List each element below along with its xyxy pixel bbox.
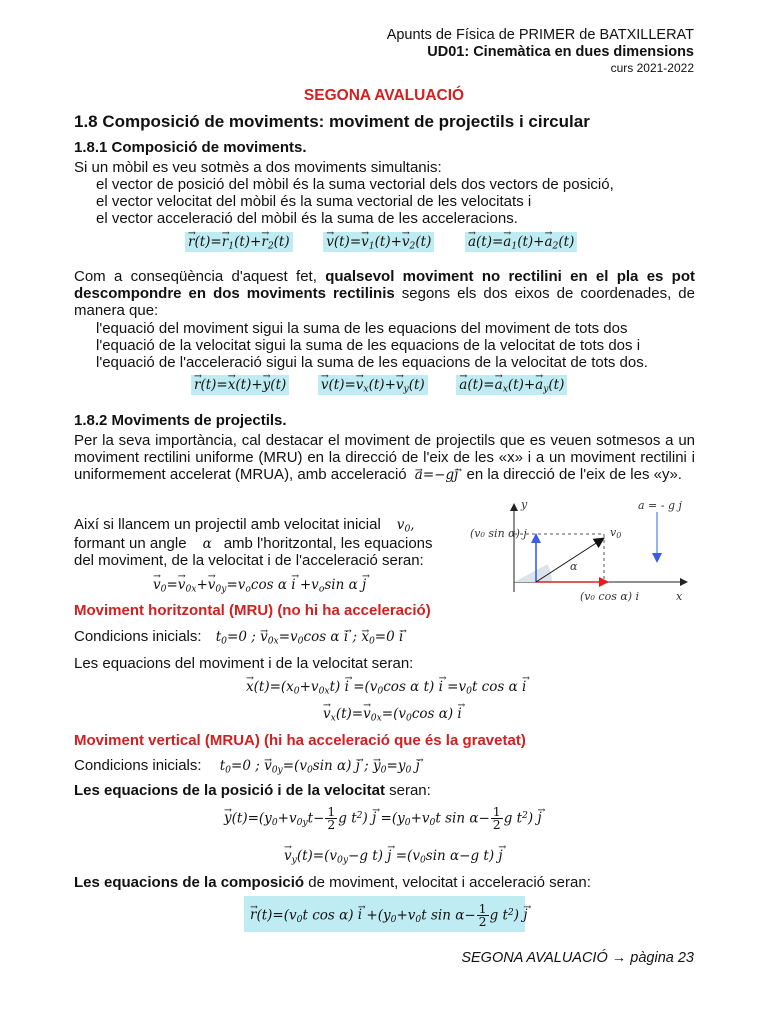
projectiles-paragraph: Per la seva importància, cal destacar el moviment de projectils que es veuen sotmesos a un moviment rectilini uniforme (MRU) en la direcció de l'eix de les «x» i a un moviment rectilini i uniformement accelerat (MRUA), amb acceleració → a=−g→ j en la direcció de l'eix de les «y». (74, 432, 695, 485)
equation-row-sum: → $r(t)=\to r_1(t)+\to r_2(t) \to v(t)=\to v_1(t)+\to v_2(t) \to a(t)=\to a_1(t)+\to a_2(t)$ (185, 234, 577, 250)
diagram-label-v0: v0 (610, 526, 622, 540)
intro-text: Si un mòbil es veu sotmès a dos moviments simultanis: (74, 159, 442, 176)
page-footer: SEGONA AVALUACIÓ → pàgina 23 (461, 950, 694, 966)
equation-y-velocity: → $v_y(t)=(v_{0y}-g$ $t) \to j =(v_0\sin$ α−g t) → j (284, 848, 503, 864)
bullet-position: el vector de posició del mòbil és la suma vectorial dels dos vectors de posició, (96, 176, 614, 193)
header-unit: UD01: Cinemàtica en dues dimensions (427, 44, 694, 60)
diagram-angle-sector (514, 564, 552, 582)
horizontal-equations-intro: Les equacions del moviment i de la velocitat seran: (74, 655, 414, 672)
equation-x-position: → $x(t)=(x_0+v_{0x}t) \to i =(v_0\cos$ α $t) \to i =v_0t$ cos α → i (246, 679, 526, 695)
projectile-diagram (462, 492, 702, 610)
diagram-label-x: x (676, 590, 683, 603)
bullet-eq-acceleration: l'equació de l'acceleració sigui la suma de les equacions de la velocitat de tots dos. (96, 354, 648, 371)
subsection-heading-projectiles: 1.8.2 Moviments de projectils. (74, 412, 287, 429)
diagram-label-vy: (v₀ sin α) j (470, 527, 527, 540)
section-title: SEGONA AVALUACIÓ (303, 87, 465, 104)
header-course: Apunts de Física de PRIMER de BATXILLERAT (386, 27, 694, 43)
bullet-acceleration: el vector acceleració del mòbil és la suma de les acceleracions. (96, 210, 518, 227)
equation-row-components: → $r(t)=\to x(t)+\to y(t) \to v(t)=\to v_x(t)+\to v_y(t) \to a(t)=\to a_x(t)+\to a_y(t)$ (191, 377, 567, 393)
vertical-motion-heading: Moviment vertical (MRUA) (hi ha acceleració que és la gravetat) (74, 732, 526, 749)
bullet-eq-velocity: l'equació de la velocitat sigui la suma de les equacions de la velocitat de tots dos i (96, 337, 641, 354)
launch-line-2: formant un angle α amb l'horitzontal, les equacions (74, 535, 433, 552)
bullet-velocity: el vector velocitat del mòbil és la suma vectorial de les velocitats i (96, 193, 532, 210)
equation-composition: → $r(t)=(v_0t$ $\cos \alpha) \to i +(y_0+v_0t$ sin α− $\frac{1}{2}$ g $t^2) \to j$ (250, 903, 528, 929)
vertical-initial-conditions: Condicions inicials: $t_0=0$ ; → $v_{0y}=(v_0\sin$ α) → j ; → $y_0=y_0 \to j$ (74, 757, 420, 775)
bullet-eq-motion: l'equació del moviment sigui la suma de les equacions del moviment de tots dos (96, 320, 628, 337)
header-year: curs 2021-2022 (610, 61, 694, 75)
horizontal-motion-heading: Moviment horitzontal (MRU) (no hi ha acceleració) (74, 602, 431, 619)
equation-v0-decomposition: → $v_0=\to v_{0x}+\to v_{0y}=v_o\cos$ $\alpha \to i +v_o\sin$ α → j (153, 577, 366, 593)
diagram-label-y: y (521, 498, 528, 511)
diagram-label-a: a = - g j (638, 499, 682, 512)
composition-intro: Les equacions de la composició de moviment, velocitat i acceleració seran: (74, 874, 591, 891)
equation-y-position: → $y(t)=(y_0+v_{0y}t-$ $\frac{1}{2}$ g $t^2) \to j =(y_0+v_0t$ sin α− $\frac{1}{2}$ g $t^2) \to j$ (224, 806, 542, 832)
equation-x-velocity: → $v_x(t)=\to v_{0x}=(v_0\cos$ α) → i (323, 706, 462, 722)
diagram-label-vx: (v₀ cos α) i (580, 590, 640, 603)
vertical-equations-intro: Les equacions de la posició i de la velocitat seran: (74, 782, 431, 799)
horizontal-initial-conditions: Condicions inicials: $t_0=0$ ; → $v_{0x}=v_0\cos$ α → i ; → $x_0=0 \to i$ (74, 628, 403, 646)
diagram-label-alpha: α (570, 560, 578, 573)
consequence-paragraph: Com a conseqüència d'aquest fet, qualsevol moviment no rectilini en el pla es pot descompondre en dos moviments rectilinis segons els dos eixos de coordenades, de manera que: (74, 268, 696, 320)
subsection-heading-composition: 1.8.1 Composició de moviments. (74, 139, 307, 156)
launch-line-3: del moviment, de la velocitat i de l'acceleració seran: (74, 552, 424, 569)
chapter-title: 1.8 Composició de moviments: moviment de projectils i circular (74, 112, 590, 131)
launch-line-1: Així si llancem un projectil amb velocitat inicial $v_0$, (74, 516, 415, 535)
